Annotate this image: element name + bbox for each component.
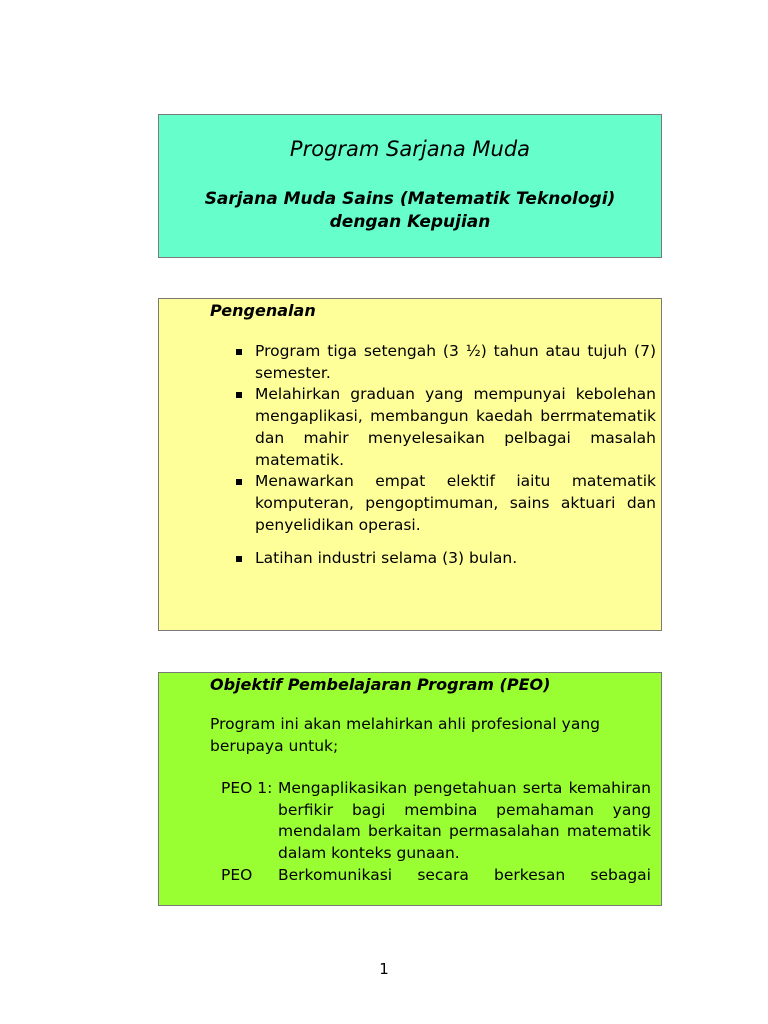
- peo-item: [221, 865, 651, 887]
- program-title: Program Sarjana Muda: [289, 137, 531, 161]
- intro-bullet: [233, 341, 656, 384]
- program-subtitle-line-2: dengan Kepujian: [329, 212, 491, 232]
- peo-item: [221, 778, 651, 865]
- page-number: 1: [379, 960, 389, 978]
- peo-intro-text: Program ini akan melahirkan ahli profesional yang berupaya untuk;: [210, 715, 600, 755]
- intro-heading: Pengenalan: [210, 301, 316, 320]
- intro-bullet-text: Melahirkan graduan yang mempunyai kebolehan mengaplikasi, membangun kaedah berrmatematik dan mahir menyelesaikan pelbagai masalah matematik.: [255, 385, 656, 469]
- peo-code: PEO: [221, 865, 253, 884]
- bullet-square-icon: [236, 392, 242, 398]
- bullet-square-icon: [236, 479, 242, 485]
- peo-list: [221, 778, 651, 887]
- intro-bullet-text: Latihan industri selama (3) bulan.: [255, 549, 518, 568]
- peo-box: [158, 672, 662, 906]
- intro-bullet: [233, 548, 656, 570]
- intro-bullet: [233, 471, 656, 536]
- intro-box: [158, 298, 662, 631]
- intro-bullet: [233, 384, 656, 471]
- program-title-box: [158, 114, 662, 258]
- bullet-square-icon: [236, 556, 242, 562]
- peo-text: Mengaplikasikan pengetahuan serta kemahiran berfikir bagi membina pemahaman yang mendalam berkaitan permasalahan matematik dalam konteks gunaan.: [278, 779, 651, 863]
- program-subtitle-line-1: Sarjana Muda Sains (Matematik Teknologi): [204, 189, 616, 209]
- intro-bullet-text: Program tiga setengah (3 ½) tahun atau tujuh (7) semester.: [255, 342, 656, 382]
- intro-bullet-text: Menawarkan empat elektif iaitu matematik komputeran, pengoptimuman, sains aktuari dan penyelidikan operasi.: [255, 472, 656, 534]
- peo-text: Berkomunikasi secara berkesan sebagai: [278, 865, 651, 884]
- program-subtitle: [159, 188, 661, 234]
- intro-bullet-list: [233, 341, 656, 570]
- peo-heading: Objektif Pembelajaran Program (PEO): [210, 675, 551, 694]
- peo-code: PEO 1:: [221, 779, 273, 797]
- bullet-square-icon: [236, 349, 242, 355]
